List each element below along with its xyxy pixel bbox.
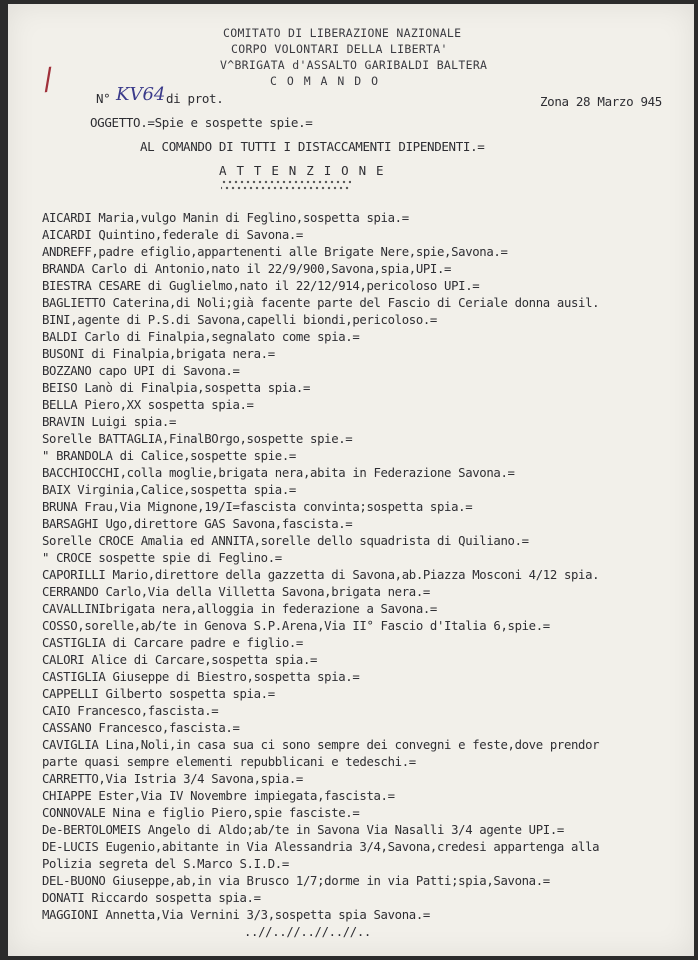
header-line-2: CORPO VOLONTARI DELLA LIBERTA' <box>231 42 448 56</box>
entry: BOZZANO capo UPI di Savona.= <box>42 364 240 378</box>
entry: DEL-BUONO Giuseppe,ab,in via Brusco 1/7;dorme in via Patti;spia,Savona.= <box>42 874 550 888</box>
entry: BAGLIETTO Caterina,di Noli;già facente parte del Fascio di Ceriale donna ausil. <box>42 296 600 310</box>
entry: CAIO Francesco,fascista.= <box>42 704 219 718</box>
entry: CERRANDO Carlo,Via della Villetta Savona,brigata nera.= <box>42 585 430 599</box>
document-page <box>8 4 694 956</box>
header-line-3: V^BRIGATA d'ASSALTO GARIBALDI BALTERA <box>220 58 488 72</box>
entry: BARSAGHI Ugo,direttore GAS Savona,fascista.= <box>42 517 353 531</box>
entry: CASTIGLIA Giuseppe di Biestro,sospetta spia.= <box>42 670 360 684</box>
protocol-suffix: di prot. <box>166 91 224 106</box>
protocol-prefix: N° <box>96 91 111 106</box>
attention-heading: A T T E N Z I O N E <box>219 163 385 178</box>
entry: CARRETTO,Via Istria 3/4 Savona,spia.= <box>42 772 303 786</box>
entry: BIESTRA CESARE di Guglielmo,nato il 22/12/914,pericoloso UPI.= <box>42 279 480 293</box>
entry: MAGGIONI Annetta,Via Vernini 3/3,sospetta spia Savona.= <box>42 908 430 922</box>
closing-marks: ..//..//..//..//.. <box>244 925 371 939</box>
subject-line: OGGETTO.=Spie e sospette spie.= <box>90 115 313 130</box>
entry: BINI,agente di P.S.di Savona,capelli biondi,pericoloso.= <box>42 313 437 327</box>
entry: CAVIGLIA Lina,Noli,in casa sua ci sono sempre dei convegni e feste,dove prendor <box>42 738 600 752</box>
entry: CALORI Alice di Carcare,sospetta spia.= <box>42 653 318 667</box>
entry: CAPPELLI Gilberto sospetta spia.= <box>42 687 275 701</box>
entry: CASSANO Francesco,fascista.= <box>42 721 240 735</box>
protocol-number: KV64 <box>116 84 166 105</box>
entry: Sorelle CROCE Amalia ed ANNITA,sorelle dello squadrista di Quiliano.= <box>42 534 529 548</box>
entry: BRANDA Carlo di Antonio,nato il 22/9/900,Savona,spia,UPI.= <box>42 262 452 276</box>
document-date: Zona 28 Marzo 945 <box>540 94 662 109</box>
entry: CAVALLINIbrigata nera,alloggia in federazione a Savona.= <box>42 602 437 616</box>
entry: BUSONI di Finalpia,brigata nera.= <box>42 347 275 361</box>
entry: CASTIGLIA di Carcare padre e figlio.= <box>42 636 303 650</box>
entry: CHIAPPE Ester,Via IV Novembre impiegata,fascista.= <box>42 789 395 803</box>
header-line-1: COMITATO DI LIBERAZIONE NAZIONALE <box>223 26 462 40</box>
entry: BRAVIN Luigi spia.= <box>42 415 177 429</box>
entry: De-BERTOLOMEIS Angelo di Aldo;ab/te in Savona Via Nasalli 3/4 agente UPI.= <box>42 823 564 837</box>
entry: DE-LUCIS Eugenio,abitante in Via Alessandria 3/4,Savona,credesi appartenga alla <box>42 840 600 854</box>
entry: " BRANDOLA di Calice,sospette spie.= <box>42 449 296 463</box>
entry: BEISO Lanò di Finalpia,sospetta spia.= <box>42 381 311 395</box>
margin-mark: / <box>40 61 56 98</box>
entry: CONNOVALE Nina e figlio Piero,spie fasciste.= <box>42 806 360 820</box>
entry: AICARDI Maria,vulgo Manin di Feglino,sospetta spia.= <box>42 211 409 225</box>
recipient-line: AL COMANDO DI TUTTI I DISTACCAMENTI DIPENDENTI.= <box>140 139 485 154</box>
entry: CAPORILLI Mario,direttore della gazzetta di Savona,ab.Piazza Mosconi 4/12 spia. <box>42 568 600 582</box>
entry: BAIX Virginia,Calice,sospetta spia.= <box>42 483 296 497</box>
entry: Polizia segreta del S.Marco S.I.D.= <box>42 857 289 871</box>
entry: BALDI Carlo di Finalpia,segnalato come spia.= <box>42 330 360 344</box>
entry: DONATI Riccardo sospetta spia.= <box>42 891 261 905</box>
entry: ANDREFF,padre efiglio,appartenenti alle Brigate Nere,spie,Savona.= <box>42 245 508 259</box>
entry: Sorelle BATTAGLIA,FinalBOrgo,sospette spie.= <box>42 432 353 446</box>
attention-underline-2 <box>221 185 351 191</box>
entry: BELLA Piero,XX sospetta spia.= <box>42 398 254 412</box>
entry: COSSO,sorelle,ab/te in Genova S.P.Arena,Via II° Fascio d'Italia 6,spie.= <box>42 619 550 633</box>
entry: AICARDI Quintino,federale di Savona.= <box>42 228 303 242</box>
header-line-4: C O M A N D O <box>270 74 380 88</box>
entry: BRUNA Frau,Via Mignone,19/I=fascista convinta;sospetta spia.= <box>42 500 473 514</box>
entry: " CROCE sospette spie di Feglino.= <box>42 551 282 565</box>
entry: parte quasi sempre elementi repubblicani e tedeschi.= <box>42 755 416 769</box>
entry: BACCHIOCCHI,colla moglie,brigata nera,abita in Federazione Savona.= <box>42 466 515 480</box>
